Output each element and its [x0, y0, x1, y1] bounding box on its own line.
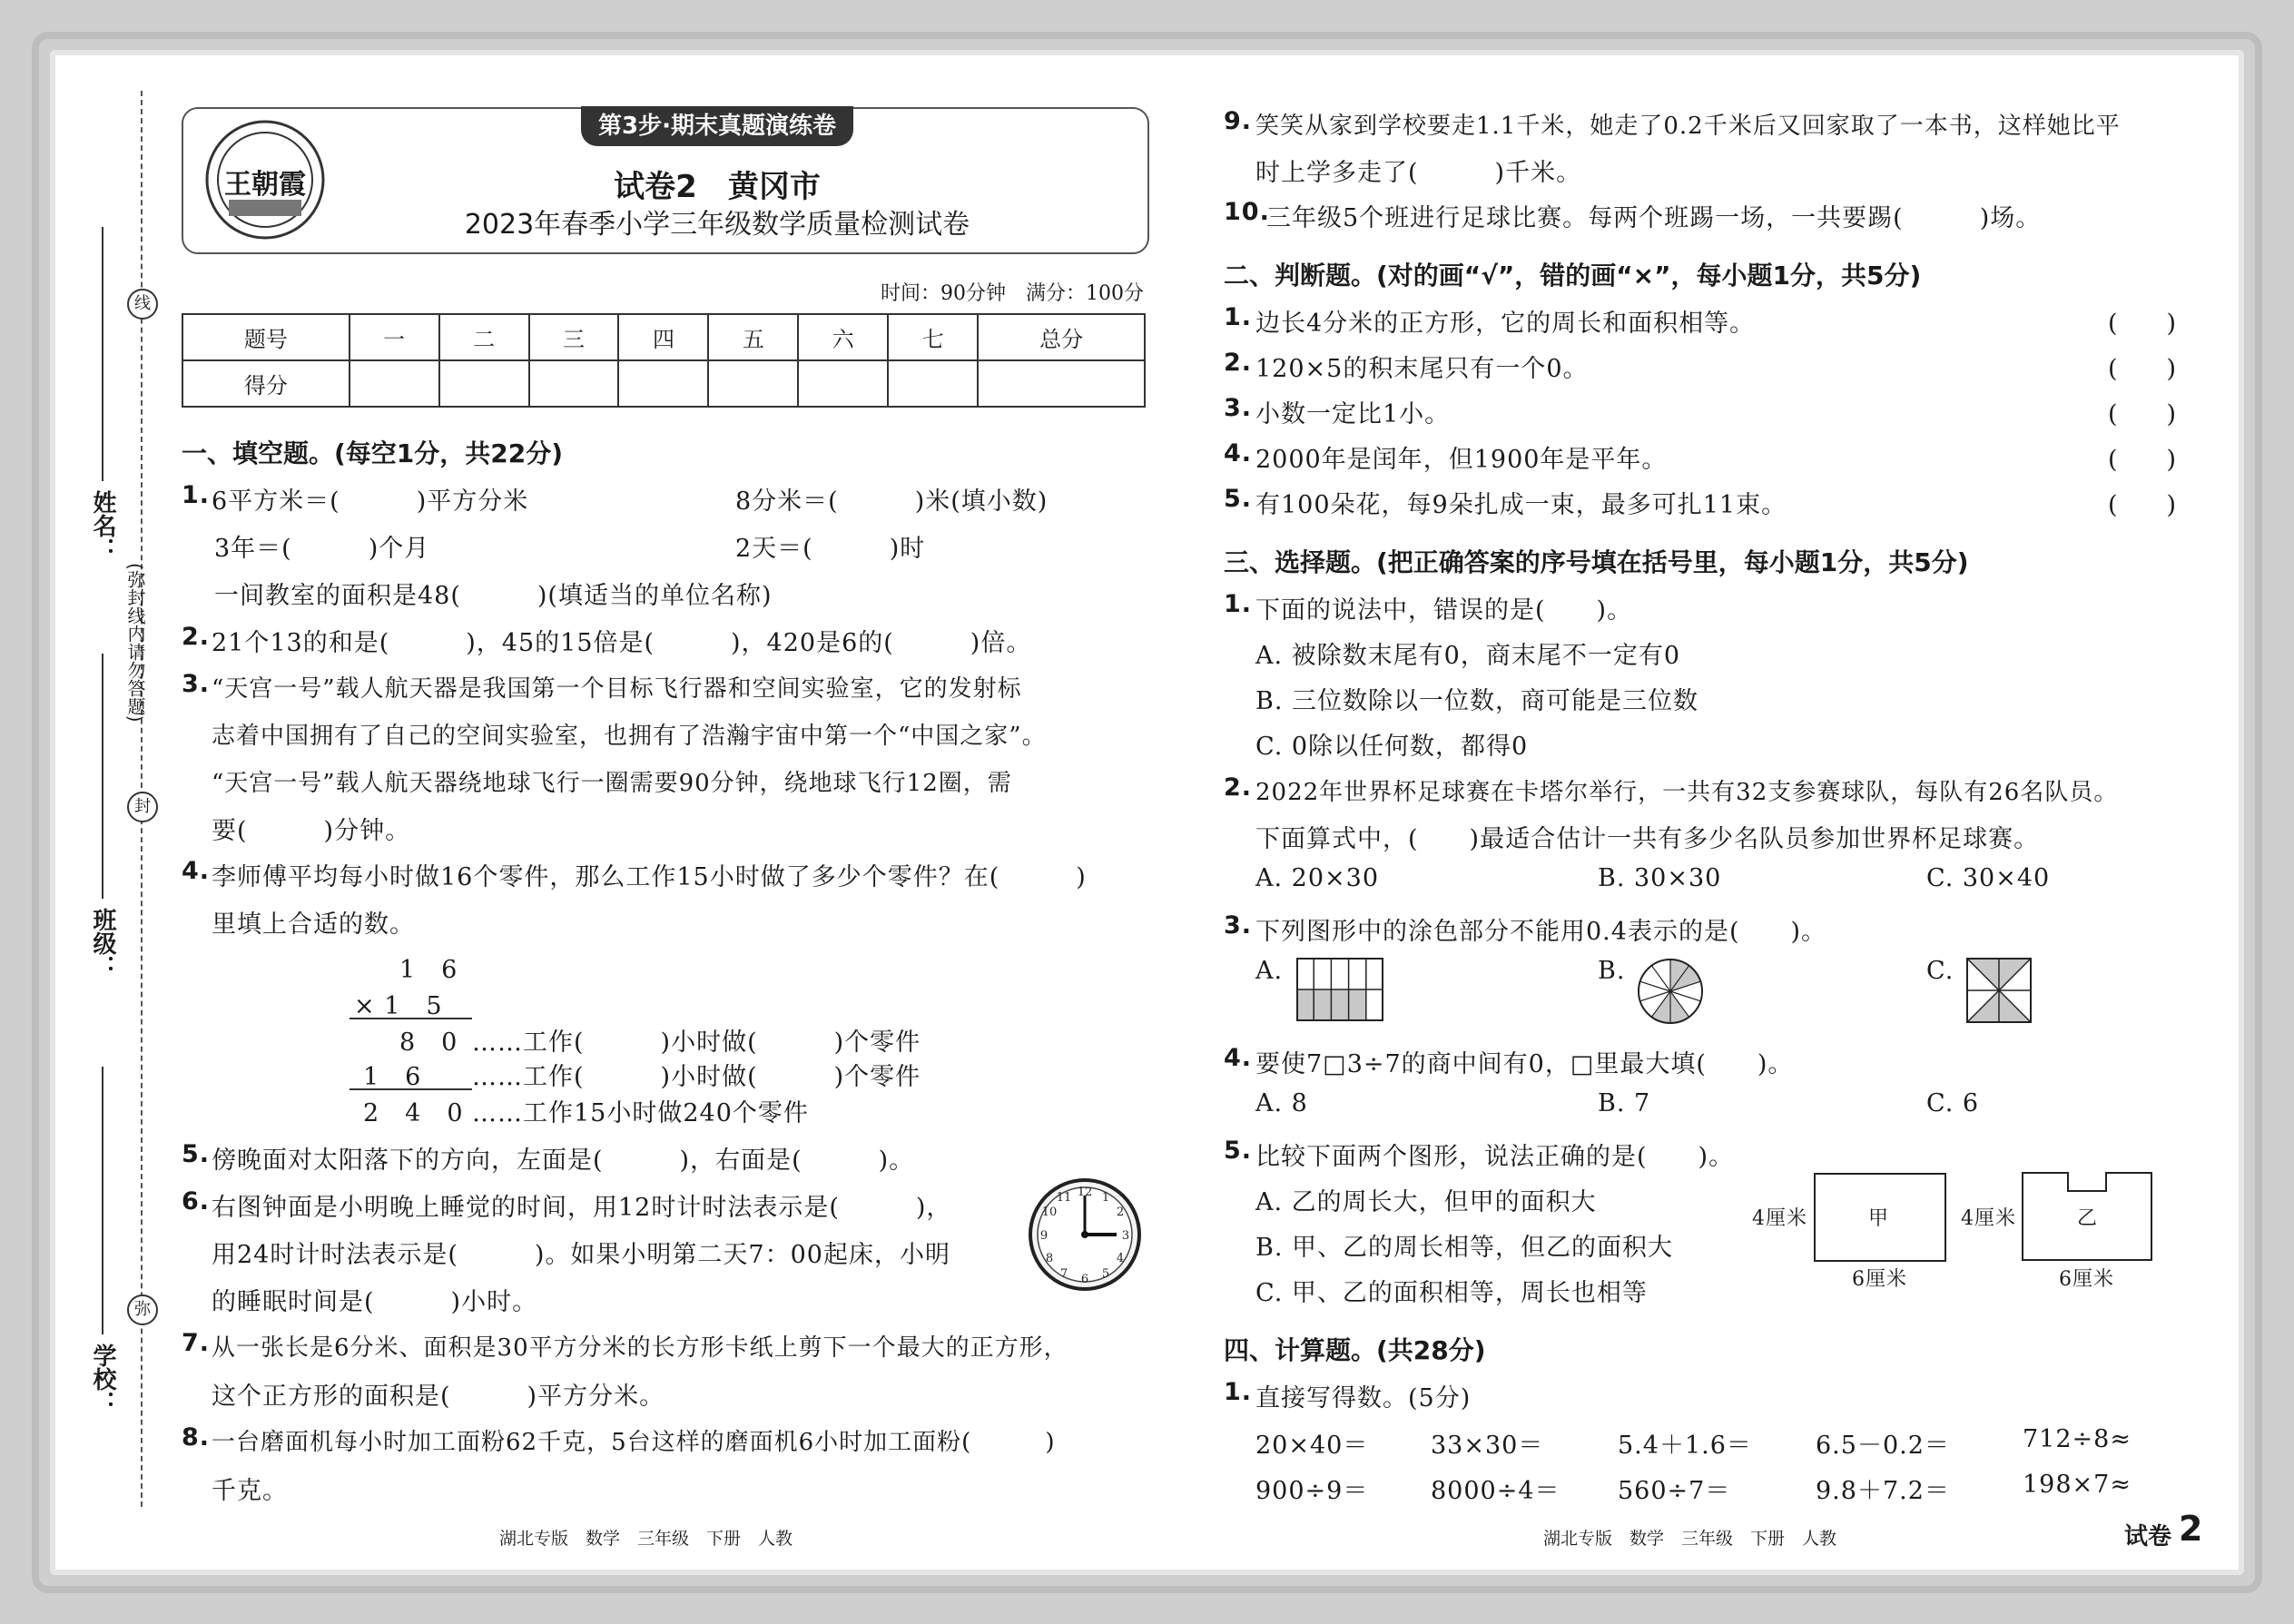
calc-item[interactable]: 712÷8≈ [2023, 1425, 2132, 1453]
question-text: 120×5的积末尾只有一个0。 [1255, 355, 1589, 383]
clock-icon [1026, 1176, 1144, 1294]
question-text: 3年＝( )个月 [214, 535, 430, 563]
figure-height-label: 4厘米 [1752, 1207, 1807, 1230]
question-text: 千克。 [212, 1477, 288, 1505]
question-text: 李师傅平均每小时做16个零件，那么工作15小时做了多少个零件？在( ) [212, 863, 1087, 891]
question-text: 一台磨面机每小时加工面粉62千克，5台这样的磨面机6小时加工面粉( ) [212, 1429, 1056, 1456]
figure-label-jia: 甲 [1868, 1207, 1890, 1230]
svg-text:11: 11 [1056, 1191, 1072, 1205]
score-table-score-row [182, 360, 1145, 407]
answer-bracket[interactable]: ( ) [2108, 310, 2177, 338]
question-text: 三年级5个班进行足球比赛。每两个班踢一场，一共要踢( )场。 [1266, 204, 2042, 232]
table-cell: 六 [798, 314, 888, 360]
table-cell: 题号 [182, 314, 350, 360]
name-field[interactable] [102, 227, 103, 481]
choice-option[interactable]: B. 三位数除以一位数，商可能是三位数 [1255, 687, 1699, 715]
figure-width-label: 6厘米 [2059, 1268, 2114, 1291]
question-number: 6. [182, 1187, 211, 1216]
svg-text:8: 8 [1045, 1252, 1054, 1265]
table-cell: 四 [618, 314, 708, 360]
choice-option[interactable]: C. 6 [1926, 1089, 1980, 1117]
calc-row: 8 0 [399, 1029, 458, 1057]
calc-row: 1 6 [399, 956, 458, 984]
score-cell[interactable] [618, 360, 708, 407]
question-text: 下面的说法中，错误的是( )。 [1255, 596, 1633, 625]
calc-item[interactable]: 5.4＋1.6＝ [1618, 1432, 1752, 1460]
school-field[interactable] [102, 1067, 103, 1334]
answer-bracket[interactable]: ( ) [2108, 355, 2177, 383]
choice-option[interactable]: C. 30×40 [1926, 864, 2051, 892]
figure-label-yi: 乙 [2077, 1207, 2099, 1230]
calc-rule [350, 1018, 472, 1019]
exam-subtitle: 2023年春季小学三年级数学质量检测试卷 [464, 209, 970, 241]
exam-title: 试卷2 黄冈市 [614, 169, 821, 205]
question-text: 从一张长是6分米、面积是30平方分米的长方形卡纸上剪下一个最大的正方形， [212, 1334, 1068, 1362]
svg-text:1: 1 [1101, 1191, 1110, 1205]
question-text: 下面算式中，( )最适合估计一共有多少名队员参加世界杯足球赛。 [1255, 825, 2040, 853]
table-cell: 总分 [978, 314, 1145, 360]
question-number: 2. [182, 623, 211, 651]
score-cell[interactable] [439, 360, 529, 407]
score-cell[interactable] [708, 360, 798, 407]
question-number: 1. [182, 481, 211, 509]
svg-text:2: 2 [1116, 1206, 1125, 1219]
question-text: 小数一定比1小。 [1255, 400, 1451, 428]
choice-option[interactable]: C. 0除以任何数，都得0 [1255, 733, 1529, 761]
answer-bracket[interactable]: ( ) [2108, 400, 2177, 428]
choice-option[interactable]: B. [1598, 957, 1626, 985]
class-label: 班级： [89, 908, 116, 979]
time-info: 时间：90分钟 满分：100分 [881, 282, 1144, 305]
question-number: 4. [1224, 439, 1253, 468]
calc-row: 2 4 0 [363, 1099, 464, 1127]
score-cell[interactable] [888, 360, 978, 407]
question-number: 1. [1224, 1378, 1253, 1406]
choice-option[interactable]: C. [1926, 957, 1954, 985]
score-cell[interactable] [350, 360, 439, 407]
section-fill-blank: 一、填空题。(每空1分，共22分) [182, 438, 564, 468]
question-number: 3. [1224, 911, 1253, 940]
question-number: 1. [1224, 303, 1253, 331]
calc-note: ……工作( )小时做( )个零件 [472, 1063, 921, 1091]
question-number: 2. [1224, 773, 1253, 802]
question-text: 2000年是闰年，但1900年是平年。 [1255, 446, 1668, 474]
question-text: 傍晚面对太阳落下的方向，左面是( )，右面是( )。 [212, 1147, 915, 1175]
table-cell: 三 [529, 314, 619, 360]
question-number: 5. [182, 1140, 211, 1168]
choice-option[interactable]: A. 20×30 [1255, 864, 1379, 892]
question-number: 1. [1224, 590, 1253, 618]
question-text: 这个正方形的面积是( )平方分米。 [212, 1383, 665, 1411]
question-text: 有100朵花，每9朵扎成一束，最多可扎11束。 [1255, 491, 1787, 519]
calc-note: ……工作15小时做240个零件 [472, 1099, 809, 1127]
score-cell[interactable] [529, 360, 619, 407]
question-text: 2022年世界杯足球赛在卡塔尔举行，一共有32支参赛球队，每队有26名队员。 [1255, 779, 2119, 806]
calc-item[interactable]: 20×40＝ [1255, 1432, 1369, 1460]
section-calculation: 四、计算题。(共28分) [1224, 1335, 1486, 1365]
figure-height-label: 4厘米 [1961, 1207, 2016, 1230]
shaded-circle-figure [1637, 958, 1704, 1025]
table-cell: 七 [888, 314, 978, 360]
svg-text:10: 10 [1041, 1206, 1058, 1219]
table-cell: 五 [708, 314, 798, 360]
name-label: 姓名： [89, 490, 116, 561]
banner: 第3步·期末真题演练卷 [581, 106, 853, 146]
question-number: 2. [1224, 349, 1253, 377]
question-text: 21个13的和是( )，45的15倍是( )，420是6的( )倍。 [212, 629, 1032, 657]
question-text: 8分米＝( )米(填小数) [735, 487, 1049, 516]
question-text: 笑笑从家到学校要走1.1千米，她走了0.2千米后又回家取了一本书，这样她比平 [1255, 113, 2121, 140]
svg-text:6: 6 [1080, 1273, 1089, 1286]
question-text: “天宫一号”载人航天器绕地球飞行一圈需要90分钟，绕地球飞行12圈，需 [212, 770, 1012, 797]
svg-text:7: 7 [1059, 1267, 1068, 1281]
section-multiple-choice: 三、选择题。(把正确答案的序号填在括号里，每小题1分，共5分) [1224, 547, 1969, 577]
question-text: 比较下面两个图形，说法正确的是( )。 [1255, 1143, 1735, 1171]
question-text: 用24时计时法表示是( )。如果小明第二天7：00起床，小明 [212, 1241, 950, 1269]
binding-mark-seal: 封 [127, 792, 158, 822]
score-cell[interactable] [978, 360, 1145, 407]
question-text: 2天＝( )时 [735, 535, 926, 563]
calc-note: ……工作( )小时做( )个零件 [472, 1029, 921, 1057]
choice-option[interactable]: B. 7 [1598, 1089, 1651, 1117]
question-text: 边长4分米的正方形，它的周长和面积相等。 [1255, 310, 1756, 338]
svg-text:3: 3 [1121, 1229, 1130, 1243]
svg-text:4: 4 [1116, 1252, 1125, 1265]
table-cell: 二 [439, 314, 529, 360]
score-table [182, 313, 1146, 408]
shaded-grid-figure [1296, 958, 1383, 1021]
choice-option[interactable]: B. 30×30 [1598, 864, 1722, 892]
right-footer: 湖北专版 数学 三年级 下册 人教 [1543, 1529, 1837, 1549]
calc-item[interactable]: 9.8＋7.2＝ [1816, 1477, 1950, 1505]
question-number: 4. [1224, 1044, 1253, 1072]
calc-item[interactable]: 33×30＝ [1431, 1432, 1544, 1460]
choice-option[interactable]: A. 乙的周长大，但甲的面积大 [1255, 1188, 1597, 1216]
page-label: 试卷 [2124, 1523, 2172, 1550]
question-text: 志着中国拥有了自己的空间实验室，也拥有了浩瀚宇宙中第一个“中国之家”。 [212, 723, 1047, 750]
question-text: 直接写得数。(5分) [1255, 1384, 1472, 1412]
figure-width-label: 6厘米 [1852, 1268, 1907, 1291]
question-number: 3. [182, 670, 211, 698]
choice-option[interactable]: A. 8 [1255, 1089, 1308, 1117]
answer-bracket[interactable]: ( ) [2108, 491, 2177, 519]
question-text: 的睡眠时间是( )小时。 [212, 1288, 538, 1316]
svg-text:12: 12 [1077, 1186, 1093, 1199]
calc-row: 1 6 [363, 1063, 422, 1091]
table-cell: 得分 [182, 360, 350, 407]
binding-mark-line: 线 [127, 289, 158, 320]
question-text: “天宫一号”载人航天器是我国第一个目标飞行器和空间实验室，它的发射标 [212, 675, 1022, 703]
class-field[interactable] [102, 654, 103, 899]
question-text: 6平方米＝( )平方分米 [212, 487, 529, 516]
page-number: 2 [2179, 1509, 2203, 1549]
question-number: 7. [182, 1329, 211, 1357]
choice-option[interactable]: A. [1255, 957, 1284, 985]
calc-row: × 1 5 [354, 992, 443, 1020]
logo-text: 王朝霞 [224, 169, 306, 201]
question-text: 右图钟面是小明晚上睡觉的时间，用12时计时法表示是( )， [212, 1194, 952, 1222]
choice-option[interactable]: C. 甲、乙的面积相等，周长也相等 [1255, 1279, 1648, 1307]
question-text: 下列图形中的涂色部分不能用0.4表示的是( )。 [1255, 918, 1827, 946]
question-number: 5. [1224, 1137, 1253, 1165]
question-text: 一间教室的面积是48( )(填适当的单位名称) [214, 582, 773, 610]
question-number: 3. [1224, 394, 1253, 422]
calc-item[interactable]: 8000÷4＝ [1431, 1477, 1561, 1505]
question-text: 要( )分钟。 [212, 817, 411, 845]
school-label: 学校： [89, 1343, 116, 1414]
question-text: 时上学多走了( )千米。 [1255, 159, 1582, 187]
question-number: 5. [1224, 485, 1253, 513]
question-text: 里填上合适的数。 [212, 910, 415, 939]
calc-item[interactable]: 6.5－0.2＝ [1816, 1432, 1950, 1460]
calc-item[interactable]: 900÷9＝ [1255, 1477, 1369, 1505]
seal-note: (弥封线内请勿答题) [124, 563, 146, 723]
score-table-header-row [182, 314, 1145, 360]
table-cell: 一 [350, 314, 439, 360]
question-number: 10. [1224, 198, 1270, 226]
binding-mark-secret: 弥 [127, 1294, 158, 1325]
section-true-false: 二、判断题。(对的画“√”，错的画“×”，每小题1分，共5分) [1224, 261, 1922, 290]
choice-option[interactable]: A. 被除数末尾有0，商末尾不一定有0 [1255, 642, 1681, 670]
calc-item[interactable]: 198×7≈ [2023, 1471, 2132, 1499]
question-text: 要使7□3÷7的商中间有0，□里最大填( )。 [1255, 1050, 1794, 1078]
calc-item[interactable]: 560÷7＝ [1618, 1477, 1731, 1505]
answer-bracket[interactable]: ( ) [2108, 446, 2177, 474]
svg-text:9: 9 [1039, 1229, 1049, 1243]
question-number: 4. [182, 857, 211, 885]
question-number: 9. [1224, 107, 1253, 135]
svg-text:5: 5 [1101, 1267, 1110, 1281]
logo [202, 116, 329, 243]
left-footer: 湖北专版 数学 三年级 下册 人教 [499, 1529, 793, 1549]
shaded-square-figure [1966, 958, 2032, 1023]
calc-rule [350, 1088, 472, 1090]
question-number: 8. [182, 1423, 211, 1452]
score-cell[interactable] [798, 360, 888, 407]
choice-option[interactable]: B. 甲、乙的周长相等，但乙的面积大 [1255, 1234, 1674, 1262]
